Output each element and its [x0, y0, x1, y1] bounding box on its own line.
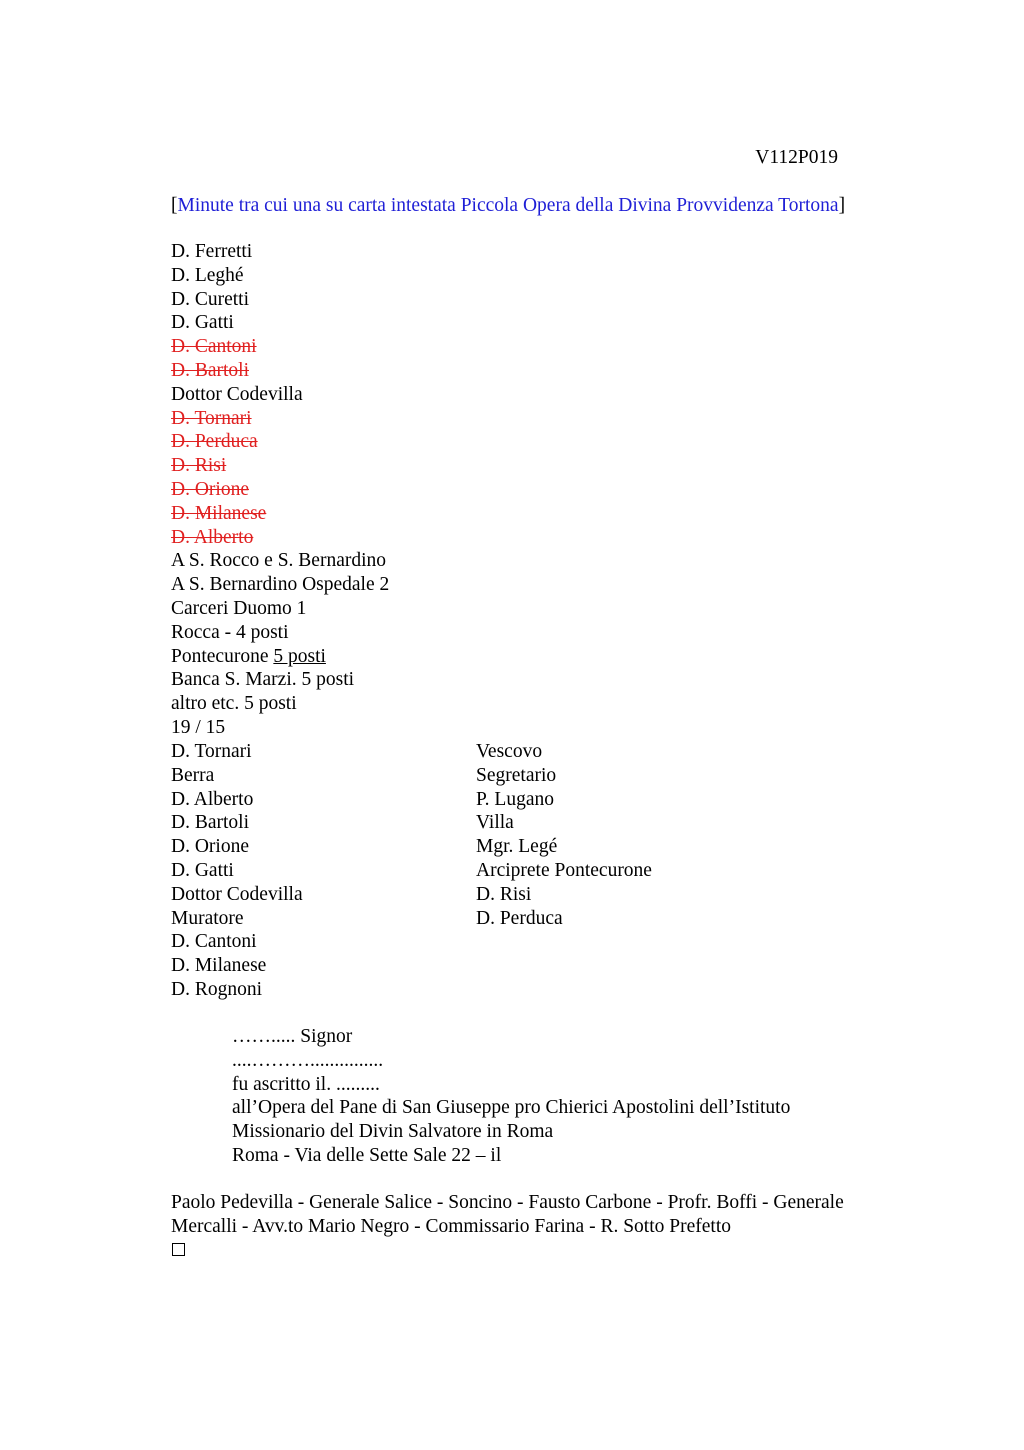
list-item: Rocca - 4 posti: [171, 621, 289, 643]
left-column-item: D. Milanese: [171, 955, 267, 977]
right-column-item: D. Perduca: [476, 907, 563, 929]
left-column-item: D. Cantoni: [171, 931, 257, 953]
list-item: D. Ferretti: [171, 241, 253, 262]
left-column-item: D. Tornari: [171, 741, 252, 762]
pontecurone-line: [171, 645, 389, 669]
struck-list-item: D. Cantoni: [171, 336, 257, 358]
right-column-item: D. Risi: [476, 883, 532, 905]
form-line: ....………...............: [232, 1049, 384, 1071]
registration-form-text: [232, 1025, 790, 1168]
left-column-item: D. Bartoli: [171, 812, 249, 834]
open-bracket: [: [171, 195, 178, 216]
struck-list-item: D. Bartoli: [171, 359, 249, 381]
struck-list-item: D. Tornari: [171, 407, 252, 429]
left-column-item: D. Alberto: [171, 788, 254, 810]
pontecurone-underlined: 5 posti: [273, 645, 326, 667]
left-column: [171, 740, 471, 1002]
first-list-items: [171, 240, 389, 645]
list-item: D. Curetti: [171, 288, 249, 310]
right-column-item: Mgr. Legé: [476, 836, 558, 858]
left-column-item: D. Rognoni: [171, 978, 263, 1000]
form-line: all’Opera del Pane di San Giuseppe pro Chierici Apostolini dell’Istituto: [232, 1097, 791, 1119]
right-column-item: Arciprete Pontecurone: [476, 859, 652, 881]
left-column-item: Muratore: [171, 907, 244, 929]
form-line: Missionario del Divin Salvatore in Roma: [232, 1121, 554, 1143]
struck-list-item: D. Milanese: [171, 502, 267, 524]
list-line: altro etc. 5 posti: [171, 693, 297, 715]
list-item: A S. Bernardino Ospedale 2: [171, 574, 390, 596]
form-line: ……..... Signor: [232, 1026, 353, 1047]
struck-list-item: D. Risi: [171, 455, 227, 477]
left-column-item: Dottor Codevilla: [171, 883, 303, 905]
pontecurone-prefix: Pontecurone: [171, 645, 274, 667]
form-line: Roma - Via delle Sette Sale 22 – il: [232, 1144, 502, 1166]
header-note: [171, 194, 845, 218]
close-bracket: ]: [838, 195, 846, 216]
header-note-text: Minute tra cui una su carta intestata Piccola Opera della Divina Provvidenza Tortona: [177, 195, 839, 216]
list-item: A S. Rocco e S. Bernardino: [171, 550, 387, 572]
list-line: 19 / 15: [171, 716, 226, 738]
right-column-item: P. Lugano: [476, 788, 554, 810]
struck-list-item: D. Alberto: [171, 526, 254, 548]
struck-list-item: D. Perduca: [171, 431, 258, 453]
square-box-icon: [172, 1243, 185, 1256]
left-column-item: Berra: [171, 764, 215, 786]
first-list: [171, 240, 389, 740]
left-column-item: D. Orione: [171, 836, 249, 858]
list-line: Banca S. Marzi. 5 posti: [171, 669, 355, 691]
right-column: [476, 740, 816, 930]
form-line: fu ascritto il. .........: [232, 1073, 380, 1095]
document-code: V112P019: [755, 147, 838, 168]
list-item: Carceri Duomo 1: [171, 597, 307, 619]
list-item: D. Gatti: [171, 312, 234, 334]
right-column-item: Villa: [476, 812, 514, 834]
struck-list-item: D. Orione: [171, 478, 249, 500]
list-item: D. Leghé: [171, 264, 244, 286]
right-column-item: Segretario: [476, 764, 557, 786]
right-column-item: Vescovo: [476, 741, 543, 762]
list-item: Dottor Codevilla: [171, 383, 303, 405]
left-column-item: D. Gatti: [171, 859, 234, 881]
names-paragraph: Paolo Pedevilla - Generale Salice - Soncino - Fausto Carbone - Profr. Boffi - Generale Mercalli - Avv.to Mario Negro - Commissario Farina - R. Sotto Prefetto: [171, 1192, 844, 1237]
